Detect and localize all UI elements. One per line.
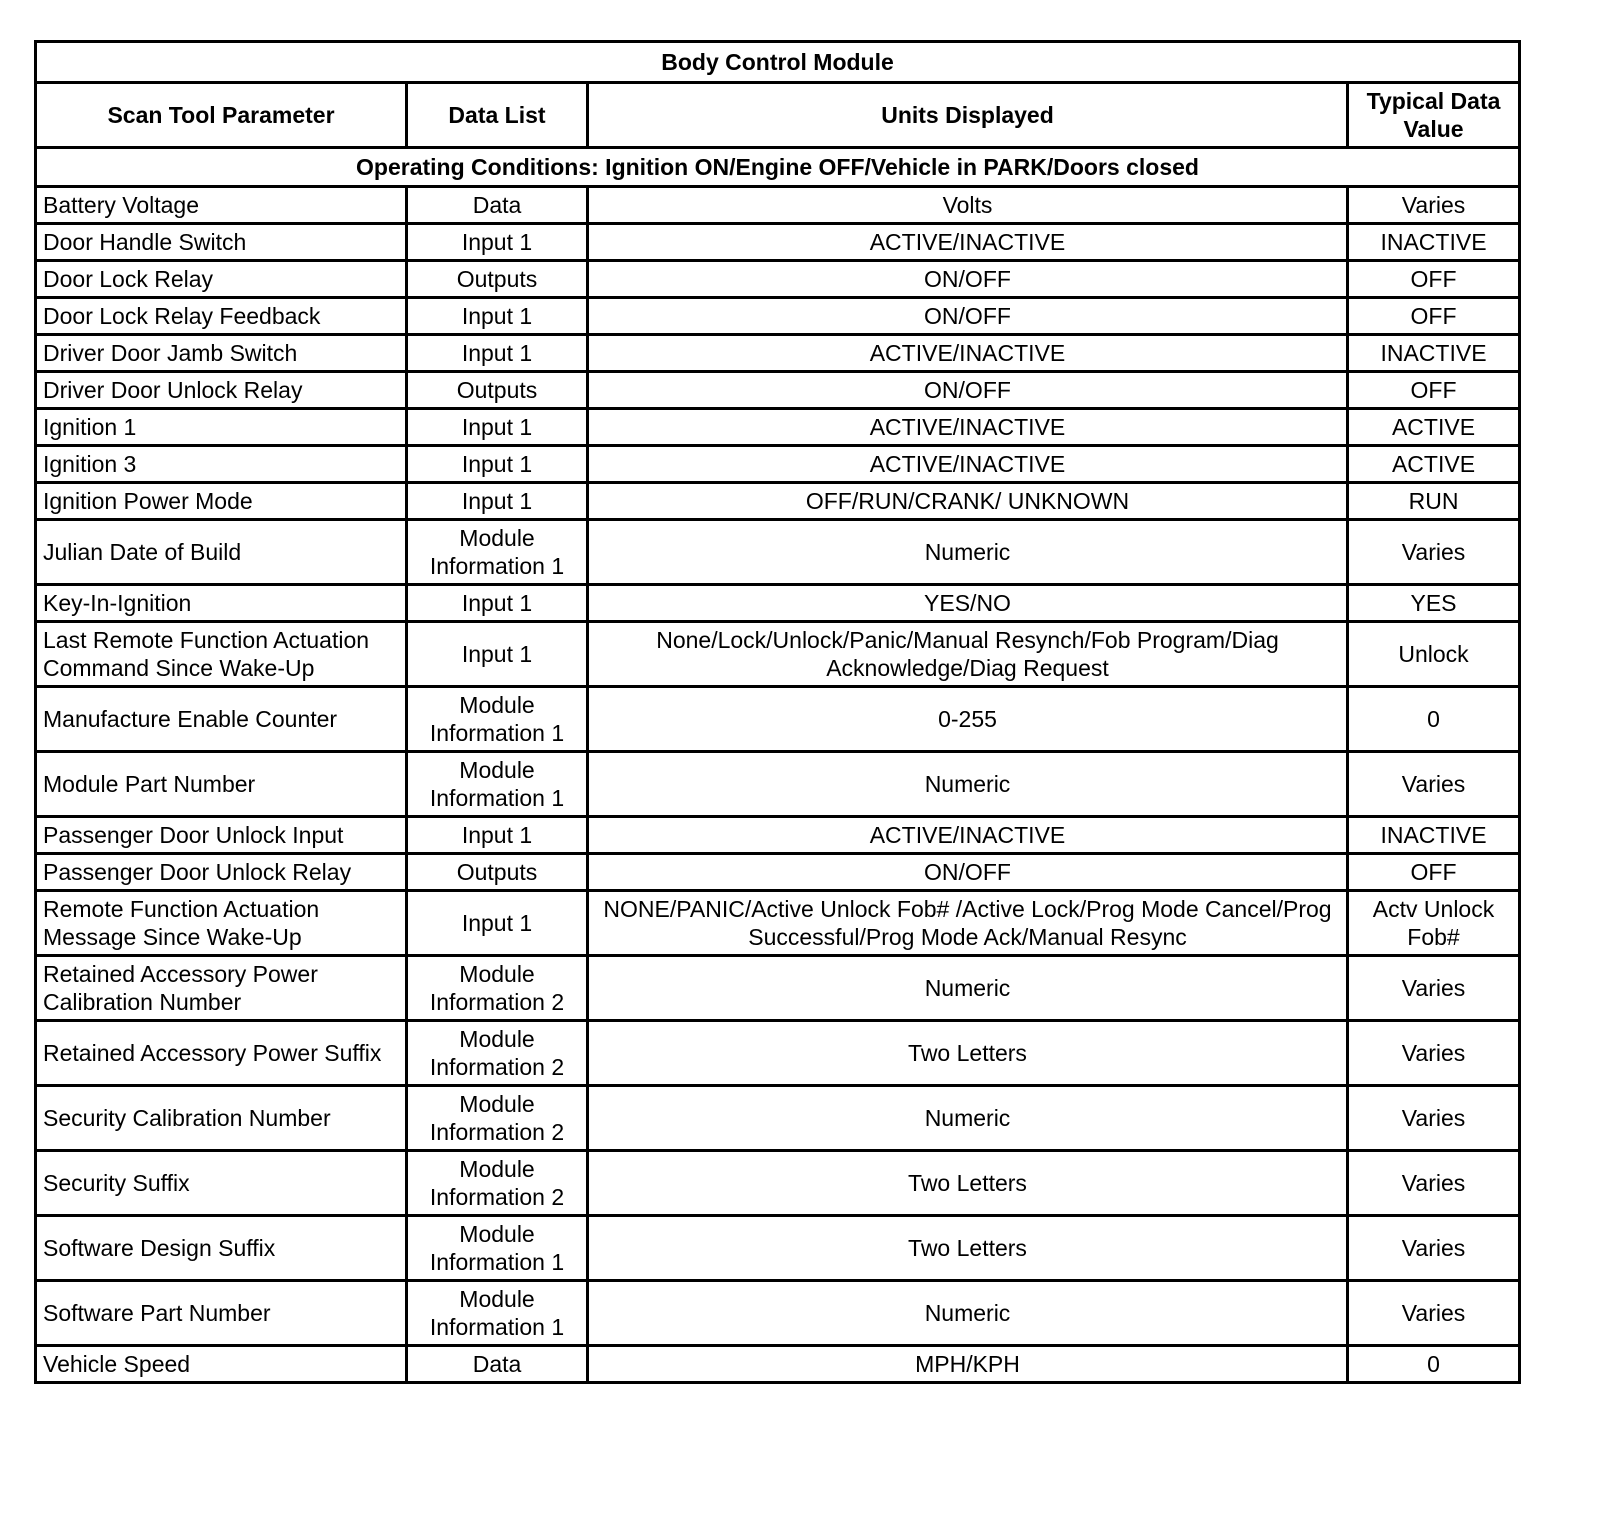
cell-units: ACTIVE/INACTIVE [588, 335, 1348, 372]
cell-data-list: Module Information 1 [407, 1216, 588, 1281]
cell-parameter: Key-In-Ignition [36, 585, 407, 622]
cell-parameter: Julian Date of Build [36, 520, 407, 585]
cell-parameter: Ignition Power Mode [36, 483, 407, 520]
table-row [36, 261, 1520, 298]
cell-typical-value: RUN [1348, 483, 1520, 520]
cell-typical-value: Varies [1348, 1151, 1520, 1216]
table-row [36, 224, 1520, 261]
cell-typical-value: INACTIVE [1348, 224, 1520, 261]
cell-data-list: Input 1 [407, 298, 588, 335]
cell-units: ON/OFF [588, 261, 1348, 298]
table-row [36, 854, 1520, 891]
cell-data-list: Module Information 1 [407, 752, 588, 817]
header-units-displayed: Units Displayed [588, 83, 1348, 148]
cell-data-list: Input 1 [407, 622, 588, 687]
table-body [36, 187, 1520, 1383]
cell-typical-value: INACTIVE [1348, 335, 1520, 372]
bcm-data-table [34, 40, 1521, 1384]
cell-parameter: Manufacture Enable Counter [36, 687, 407, 752]
cell-units: YES/NO [588, 585, 1348, 622]
cell-typical-value: OFF [1348, 854, 1520, 891]
cell-typical-value: Varies [1348, 752, 1520, 817]
operating-conditions-row [36, 148, 1520, 187]
cell-parameter: Door Lock Relay Feedback [36, 298, 407, 335]
cell-data-list: Module Information 2 [407, 1021, 588, 1086]
cell-typical-value: Varies [1348, 1021, 1520, 1086]
table-row [36, 187, 1520, 224]
cell-units: None/Lock/Unlock/Panic/Manual Resynch/Fob Program/Diag Acknowledge/Diag Request [588, 622, 1348, 687]
cell-parameter: Security Calibration Number [36, 1086, 407, 1151]
cell-data-list: Outputs [407, 372, 588, 409]
cell-typical-value: Varies [1348, 1086, 1520, 1151]
table-row [36, 1216, 1520, 1281]
operating-conditions: Operating Conditions: Ignition ON/Engine OFF/Vehicle in PARK/Doors closed [36, 148, 1520, 187]
cell-units: ACTIVE/INACTIVE [588, 817, 1348, 854]
column-header-row [36, 83, 1520, 148]
cell-units: ACTIVE/INACTIVE [588, 224, 1348, 261]
cell-typical-value: 0 [1348, 1346, 1520, 1383]
cell-parameter: Retained Accessory Power Calibration Number [36, 956, 407, 1021]
cell-parameter: Ignition 3 [36, 446, 407, 483]
cell-parameter: Ignition 1 [36, 409, 407, 446]
cell-data-list: Outputs [407, 854, 588, 891]
cell-data-list: Input 1 [407, 483, 588, 520]
cell-parameter: Security Suffix [36, 1151, 407, 1216]
cell-units: Numeric [588, 1086, 1348, 1151]
cell-data-list: Data [407, 1346, 588, 1383]
cell-data-list: Module Information 1 [407, 520, 588, 585]
cell-units: Numeric [588, 956, 1348, 1021]
table-row [36, 372, 1520, 409]
cell-typical-value: ACTIVE [1348, 446, 1520, 483]
cell-data-list: Module Information 1 [407, 687, 588, 752]
cell-units: ACTIVE/INACTIVE [588, 409, 1348, 446]
table-row [36, 483, 1520, 520]
table-row [36, 817, 1520, 854]
cell-typical-value: 0 [1348, 687, 1520, 752]
table-row [36, 585, 1520, 622]
cell-parameter: Battery Voltage [36, 187, 407, 224]
cell-data-list: Input 1 [407, 409, 588, 446]
cell-data-list: Input 1 [407, 335, 588, 372]
table-title: Body Control Module [36, 42, 1520, 83]
cell-parameter: Driver Door Jamb Switch [36, 335, 407, 372]
table-row [36, 687, 1520, 752]
table-row [36, 520, 1520, 585]
cell-units: Volts [588, 187, 1348, 224]
cell-parameter: Module Part Number [36, 752, 407, 817]
cell-typical-value: YES [1348, 585, 1520, 622]
cell-parameter: Software Design Suffix [36, 1216, 407, 1281]
cell-typical-value: INACTIVE [1348, 817, 1520, 854]
cell-data-list: Module Information 1 [407, 1281, 588, 1346]
cell-typical-value: OFF [1348, 261, 1520, 298]
cell-parameter: Driver Door Unlock Relay [36, 372, 407, 409]
table-row [36, 622, 1520, 687]
cell-data-list: Module Information 2 [407, 956, 588, 1021]
cell-units: ON/OFF [588, 854, 1348, 891]
cell-data-list: Module Information 2 [407, 1151, 588, 1216]
cell-parameter: Software Part Number [36, 1281, 407, 1346]
cell-data-list: Outputs [407, 261, 588, 298]
cell-data-list: Input 1 [407, 224, 588, 261]
cell-parameter: Door Handle Switch [36, 224, 407, 261]
cell-parameter: Last Remote Function Actuation Command Since Wake-Up [36, 622, 407, 687]
cell-typical-value: Varies [1348, 956, 1520, 1021]
cell-parameter: Passenger Door Unlock Relay [36, 854, 407, 891]
cell-typical-value: Varies [1348, 1216, 1520, 1281]
cell-data-list: Input 1 [407, 891, 588, 956]
cell-data-list: Input 1 [407, 817, 588, 854]
cell-typical-value: Varies [1348, 520, 1520, 585]
table-row [36, 298, 1520, 335]
cell-units: ACTIVE/INACTIVE [588, 446, 1348, 483]
table-row [36, 752, 1520, 817]
cell-parameter: Door Lock Relay [36, 261, 407, 298]
cell-parameter: Retained Accessory Power Suffix [36, 1021, 407, 1086]
cell-data-list: Input 1 [407, 446, 588, 483]
cell-units: Two Letters [588, 1021, 1348, 1086]
cell-units: Two Letters [588, 1216, 1348, 1281]
cell-parameter: Vehicle Speed [36, 1346, 407, 1383]
table-row [36, 1151, 1520, 1216]
cell-typical-value: Unlock [1348, 622, 1520, 687]
table-row [36, 1021, 1520, 1086]
cell-typical-value: Actv Unlock Fob# [1348, 891, 1520, 956]
cell-parameter: Passenger Door Unlock Input [36, 817, 407, 854]
cell-units: Numeric [588, 752, 1348, 817]
header-data-list: Data List [407, 83, 588, 148]
table-row [36, 409, 1520, 446]
table-title-row [36, 42, 1520, 83]
cell-typical-value: Varies [1348, 1281, 1520, 1346]
cell-units: NONE/PANIC/Active Unlock Fob# /Active Lock/Prog Mode Cancel/Prog Successful/Prog Mode Ack/Manual Resync [588, 891, 1348, 956]
table-row [36, 1086, 1520, 1151]
cell-data-list: Module Information 2 [407, 1086, 588, 1151]
cell-units: MPH/KPH [588, 1346, 1348, 1383]
cell-typical-value: OFF [1348, 372, 1520, 409]
cell-units: ON/OFF [588, 372, 1348, 409]
table-row [36, 446, 1520, 483]
table-row [36, 335, 1520, 372]
bcm-data-table-container [34, 40, 1518, 1384]
table-row [36, 956, 1520, 1021]
cell-typical-value: OFF [1348, 298, 1520, 335]
cell-typical-value: ACTIVE [1348, 409, 1520, 446]
table-row [36, 891, 1520, 956]
cell-units: Numeric [588, 1281, 1348, 1346]
table-row [36, 1281, 1520, 1346]
cell-units: OFF/RUN/CRANK/ UNKNOWN [588, 483, 1348, 520]
cell-typical-value: Varies [1348, 187, 1520, 224]
cell-units: ON/OFF [588, 298, 1348, 335]
cell-units: Two Letters [588, 1151, 1348, 1216]
cell-data-list: Input 1 [407, 585, 588, 622]
table-row [36, 1346, 1520, 1383]
cell-units: 0-255 [588, 687, 1348, 752]
header-typical-data-value: Typical Data Value [1348, 83, 1520, 148]
header-scan-tool-parameter: Scan Tool Parameter [36, 83, 407, 148]
cell-units: Numeric [588, 520, 1348, 585]
cell-parameter: Remote Function Actuation Message Since Wake-Up [36, 891, 407, 956]
cell-data-list: Data [407, 187, 588, 224]
